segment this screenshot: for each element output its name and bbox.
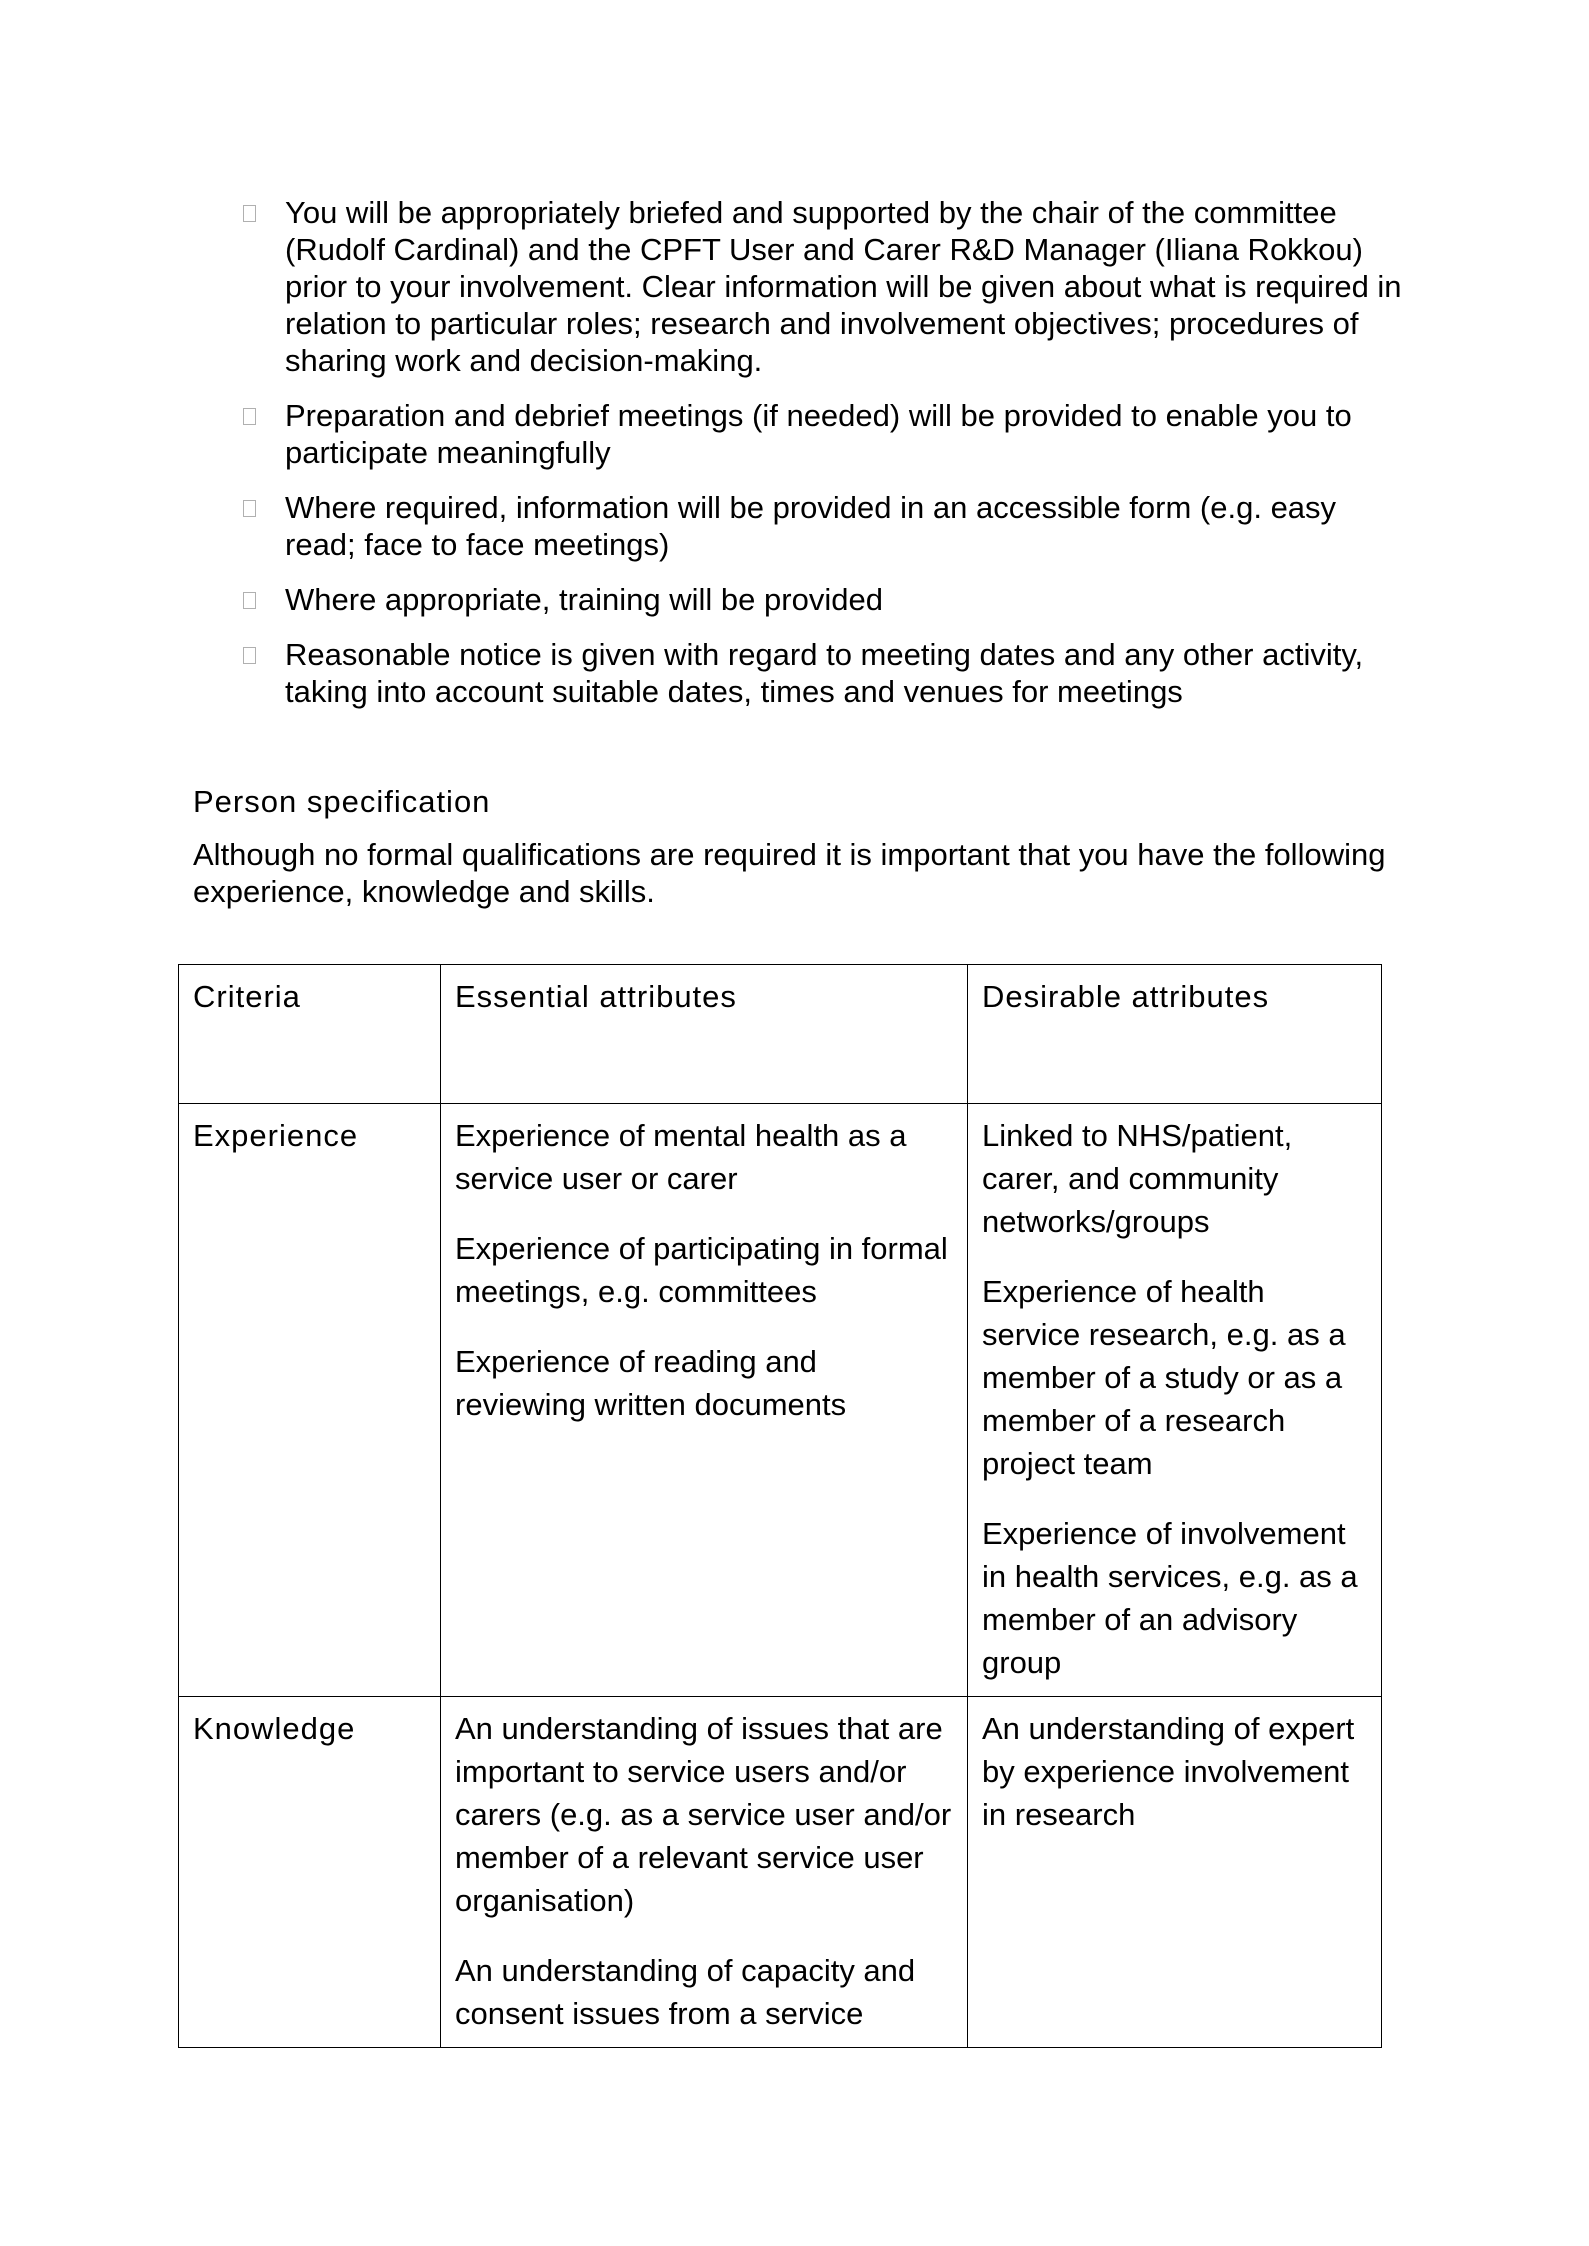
bullet-text: Preparation and debrief meetings (if needed) will be provided to enable you to participate meaningfully (285, 398, 1352, 470)
bullet-item (240, 194, 1410, 379)
attribute-text: Linked to NHS/patient, carer, and community networks/groups (982, 1118, 1293, 1239)
attribute-text: Experience of health service research, e.g. as a member of a study or as a member of a research project team (982, 1274, 1346, 1481)
section-intro: Although no formal qualifications are required it is important that you have the following experience, knowledge and skills. (193, 837, 1386, 909)
header-essential: Essential attributes (441, 965, 968, 1104)
essential-cell (441, 1104, 968, 1697)
criteria-cell: Experience (179, 1104, 441, 1697)
attribute-text: Experience of participating in formal meetings, e.g. committees (455, 1231, 948, 1309)
attribute-text: Experience of involvement in health services, e.g. as a member of an advisory group (982, 1516, 1358, 1680)
attribute-text: Experience of reading and reviewing written documents (455, 1344, 847, 1422)
bullet-box-icon (243, 647, 256, 664)
bullet-item (240, 489, 1410, 563)
bullet-item (240, 581, 1410, 618)
table-row (179, 1104, 1382, 1697)
bullet-item (240, 397, 1410, 471)
attribute-text: An understanding of capacity and consent issues from a service (455, 1953, 916, 2031)
attribute-text: Experience of mental health as a service user or carer (455, 1118, 907, 1196)
essential-cell (441, 1697, 968, 2048)
bullet-text: Reasonable notice is given with regard to meeting dates and any other activity, taking into account suitable dates, times and venues for meetings (285, 637, 1364, 709)
header-desirable: Desirable attributes (968, 965, 1382, 1104)
bullet-box-icon (243, 500, 256, 517)
attribute-text: An understanding of issues that are important to service users and/or carers (e.g. as a service user and/or member of a relevant service user organisation) (455, 1711, 952, 1918)
support-bullet-list (240, 194, 1410, 728)
bullet-text: Where appropriate, training will be provided (285, 582, 883, 617)
criteria-cell: Knowledge (179, 1697, 441, 2048)
bullet-box-icon (243, 592, 256, 609)
table-header-row (179, 965, 1382, 1104)
bullet-item (240, 636, 1410, 710)
bullet-text: You will be appropriately briefed and supported by the chair of the committee (Rudolf Cardinal) and the CPFT User and Carer R&D Manager (Iliana Rokkou) prior to your involvement. Clear information will be given about what is required in relation to particular roles; research and involvement objectives; procedures of sharing work and decision-making. (285, 195, 1402, 378)
bullet-box-icon (243, 205, 256, 222)
header-criteria: Criteria (179, 965, 441, 1104)
desirable-cell (968, 1104, 1382, 1697)
bullet-text: Where required, information will be provided in an accessible form (e.g. easy read; face to face meetings) (285, 490, 1337, 562)
person-specification-table (178, 964, 1382, 2048)
desirable-cell (968, 1697, 1382, 2048)
attribute-text: An understanding of expert by experience involvement in research (982, 1711, 1355, 1832)
table-row (179, 1697, 1382, 2048)
bullet-box-icon (243, 408, 256, 425)
section-heading: Person specification (193, 784, 491, 819)
